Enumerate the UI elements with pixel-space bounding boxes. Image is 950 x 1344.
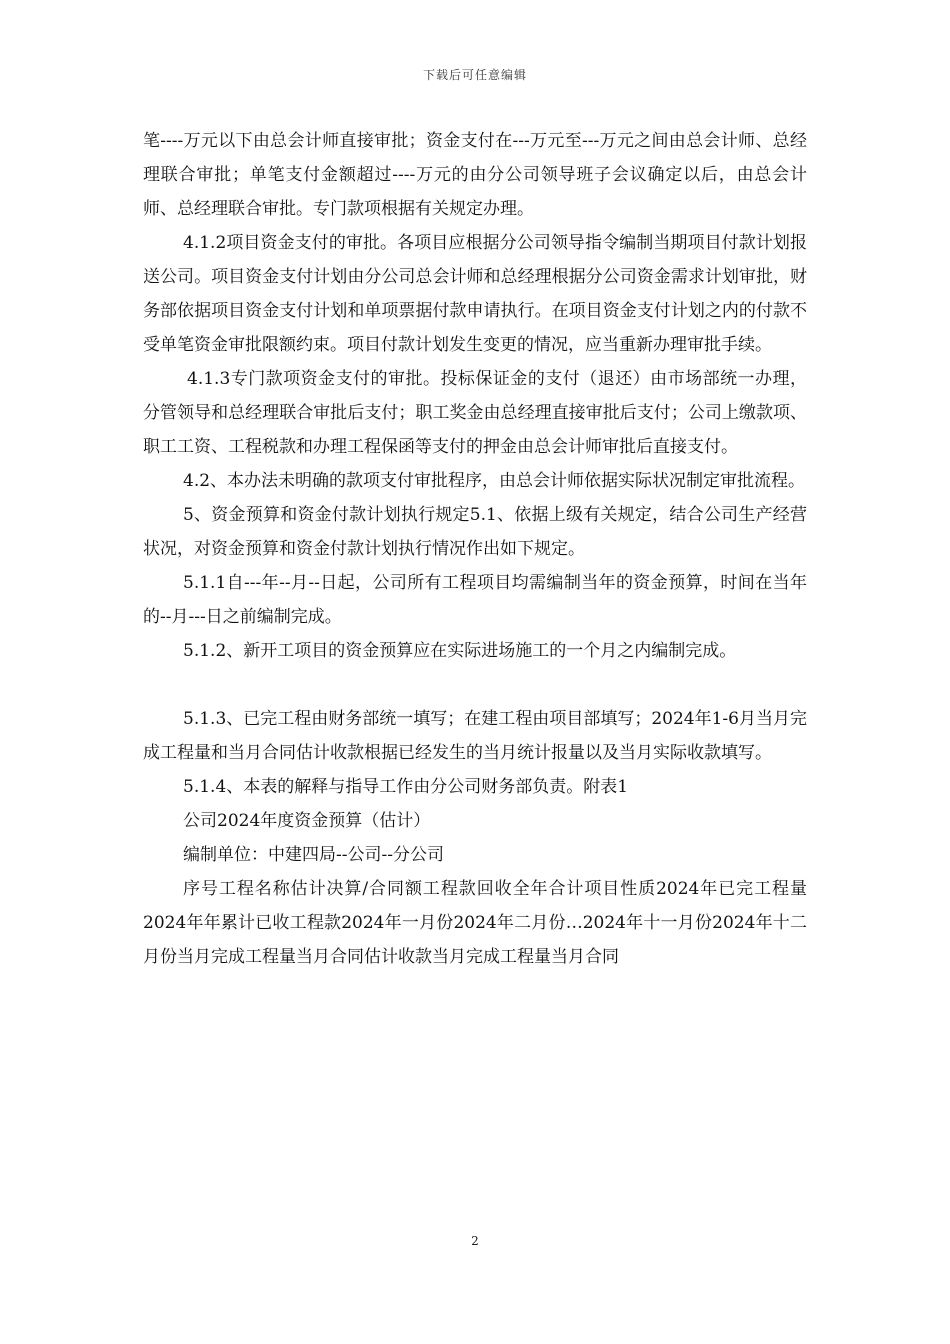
table-header-text: 序号工程名称估计决算/合同额工程款回收全年合计项目性质2024年已完工程量2024年年累计已收工程款2024年一月份2024年二月份…2024年十一月份2024年十二月份当月完成工程量当月合同估计收款当月完成工程量当月合同 [143,879,807,967]
page-number: 2 [471,1234,479,1248]
paragraph: 笔----万元以下由总会计师直接审批；资金支付在---万元至---万元之间由总会计师、总经理联合审批；单笔支付金额超过----万元的由分公司领导班子会议确定以后，由总会计师、总经理联合审批。专门款项根据有关规定办理。 [143,131,807,219]
table-title: 公司2024年度资金预算（估计） [183,811,431,831]
paragraph: 4.1.2项目资金支付的审批。各项目应根据分公司领导指令编制当期项目付款计划报送公司。项目资金支付计划由分公司总会计师和总经理根据分公司资金需求计划审批，财务部依据项目资金支付计划和单项票据付款申请执行。在项目资金支付计划之内的付款不受单笔资金审批限额约束。项目付款计划发生变更的情况，应当重新办理审批手续。 [143,233,807,355]
paragraph: 5.1.2、新开工项目的资金预算应在实际进场施工的一个月之内编制完成。 [183,641,737,661]
paragraph: 5.1.3、已完工程由财务部统一填写；在建工程由项目部填写；2024年1-6月当月完成工程量和当月合同估计收款根据已经发生的当月统计报量以及当月实际收款填写。 [143,709,807,763]
paragraph: 4.2、本办法未明确的款项支付审批程序，由总会计师依据实际状况制定审批流程。 [183,471,806,491]
paragraph: 5、资金预算和资金付款计划执行规定5.1、依据上级有关规定，结合公司生产经营状况，对资金预算和资金付款计划执行情况作出如下规定。 [143,505,807,559]
paragraph-gap [143,668,807,702]
paragraph: 5.1.4、本表的解释与指导工作由分公司财务部负责。附表1 [183,777,629,797]
paragraph: 5.1.1自---年--月--日起，公司所有工程项目均需编制当年的资金预算，时间在当年的--月---日之前编制完成。 [143,573,807,627]
compiling-unit: 编制单位：中建四局--公司--分公司 [183,845,444,865]
paragraph: 4.1.3专门款项资金支付的审批。投标保证金的支付（退还）由市场部统一办理，分管领导和总经理联合审批后支付；职工奖金由总经理直接审批后支付；公司上缴款项、职工工资、工程税款和办理工程保函等支付的押金由总会计师审批后直接支付。 [143,369,807,457]
page-header: 下载后可任意编辑 [422,68,527,82]
document-body [143,124,807,974]
